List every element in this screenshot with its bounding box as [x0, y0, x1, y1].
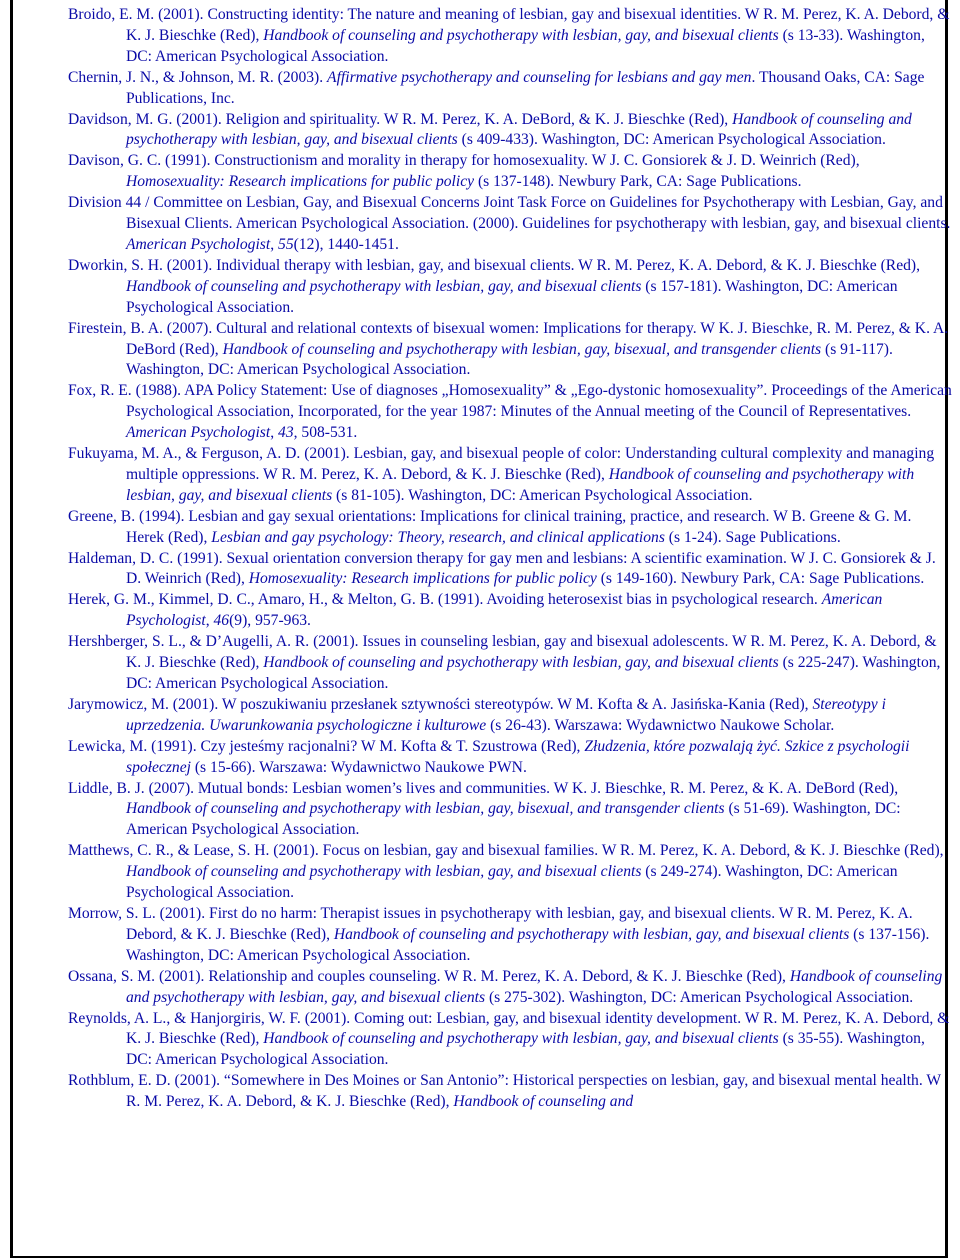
reference-entry: [68, 319, 952, 382]
reference-italic-text: Handbook of counseling and psychotherapy with lesbian, gay, and bisexual clients: [333, 925, 850, 943]
reference-text: Firestein, B. A. (2007). Cultural and relational contexts of bisexual women: Implications for therapy. W K. J. Bieschke, R. M. Perez, & K. A. DeBord (Red),: [68, 319, 949, 358]
reference-italic-text: Lesbian and gay psychology: Theory, research, and clinical applications: [211, 528, 665, 546]
reference-italic-text: Homosexuality: Research implications for public policy: [126, 173, 475, 191]
reference-text: (s 51-69). Washington, DC: American Psychological Association.: [126, 800, 901, 839]
reference-entry: [68, 193, 952, 256]
reference-entry: [68, 381, 952, 444]
reference-entry: [68, 444, 952, 507]
reference-text: ,: [205, 612, 214, 630]
reference-entry: [68, 1009, 952, 1072]
reference-text: (s 137-156). Washington, DC: American Psychological Association.: [126, 925, 930, 964]
reference-italic-text: American Psychologist: [126, 591, 883, 630]
reference-italic-text: Handbook of counseling and psychotherapy with lesbian, gay, and bisexual clients: [263, 26, 779, 44]
reference-text: (s 1-24). Sage Publications.: [664, 528, 841, 546]
reference-text: Lewicka, M. (1991). Czy jesteśmy racjonalni? W M. Kofta & T. Szustrowa (Red),: [68, 737, 585, 755]
reference-italic-text: Affirmative psychotherapy and counseling for lesbians and gay men: [327, 68, 752, 86]
reference-italic-text: Handbook of counseling and psychotherapy with lesbian, gay, and bisexual clients: [126, 465, 915, 504]
reference-italic-text: 55: [278, 235, 294, 253]
reference-italic-text: Handbook of counseling and psychotherapy with lesbian, gay, and bisexual clients: [126, 863, 642, 881]
reference-entry: [68, 695, 952, 737]
reference-text: Rothblum, E. D. (2001). “Somewhere in Des Moines or San Antonio”: Historical perspecties on lesbian, gay, and bisexual mental health. W R. M. Perez, K. A. Debord, & K. J. Bieschke (Red),: [68, 1072, 941, 1111]
reference-text: Hershberger, S. L., & D’Augelli, A. R. (2001). Issues in counseling lesbian, gay and bisexual adolescents. W R. M. Perez, K. A. Debord, & K. J. Bieschke (Red),: [68, 633, 937, 672]
reference-text: Herek, G. M., Kimmel, D. C., Amaro, H., & Melton, G. B. (1991). Avoiding heterosexist bias in psychological research.: [68, 591, 822, 609]
reference-text: (s 35-55). Washington, DC: American Psychological Association.: [126, 1030, 925, 1069]
reference-entry: [68, 1071, 952, 1113]
reference-text: Division 44 / Committee on Lesbian, Gay, and Bisexual Concerns Joint Task Force on Guidelines for Psychotherapy with Lesbian, Gay, and Bisexual Clients. American Psychological Association. (2000). Guidelines for psychotherapy with lesbian, gay, and bisexual clients.: [68, 194, 951, 233]
reference-text: Broido, E. M. (2001). Constructing identity: The nature and meaning of lesbian, gay and bisexual identities. W R. M. Perez, K. A. Debord, & K. J. Bieschke (Red),: [68, 6, 950, 44]
reference-text: Fukuyama, M. A., & Ferguson, A. D. (2001). Lesbian, gay, and bisexual people of color: Understanding cultural complexity and managing multiple oppressions. W R. M. Perez, K. A. Debord, & K. J. Bieschke (Red),: [68, 445, 935, 483]
reference-text: (s 275-302). Washington, DC: American Psychological Association.: [485, 988, 914, 1006]
reference-italic-text: American Psychologist: [126, 235, 271, 253]
reference-italic-text: Stereotypy i uprzedzenia. Uwarunkowania psychologiczne i kulturowe: [126, 695, 886, 734]
reference-entry: [68, 68, 952, 110]
reference-entry: [68, 590, 952, 632]
reference-text: (s 91-117). Washington, DC: American Psychological Association.: [126, 340, 893, 379]
reference-text: Reynolds, A. L., & Hanjorgiris, W. F. (2001). Coming out: Lesbian, gay, and bisexual identity development. W R. M. Perez, K. A. Debord, & K. J. Bieschke (Red),: [68, 1009, 950, 1048]
reference-italic-text: 46: [213, 612, 230, 630]
reference-text: Chernin, J. N., & Johnson, M. R. (2003).: [68, 68, 328, 86]
reference-entry: [68, 151, 952, 193]
reference-italic-text: Handbook of counseling and psychotherapy with lesbian, gay, and bisexual clients: [263, 1030, 779, 1048]
reference-text: , 508-531.: [293, 424, 358, 442]
reference-italic-text: American Psychologist: [126, 424, 271, 442]
reference-entry: [68, 779, 952, 842]
reference-entry: [68, 549, 952, 591]
reference-entry: [68, 841, 952, 904]
reference-entry: [68, 967, 952, 1009]
reference-text: (s 149-160). Newbury Park, CA: Sage Publications.: [596, 570, 925, 588]
reference-entry: [68, 256, 952, 319]
reference-entry: [68, 5, 952, 68]
reference-list: [68, 5, 952, 1113]
reference-text: . Thousand Oaks, CA: Sage Publications, Inc.: [126, 68, 925, 107]
reference-italic-text: Handbook of counseling and psychotherapy with lesbian, gay, and bisexual clients: [126, 967, 943, 1006]
reference-entry: [68, 904, 952, 967]
reference-italic-text: Handbook of counseling and psychotherapy with lesbian, gay, and bisexual clients: [126, 277, 642, 295]
reference-italic-text: Złudzenia, które pozwalają żyć. Szkice z psychologii społecznej: [126, 737, 910, 776]
reference-text: Morrow, S. L. (2001). First do no harm: Therapist issues in psychotherapy with lesbian, gay, and bisexual clients. W R. M. Perez, K. A. Debord, & K. J. Bieschke (Red),: [68, 904, 913, 943]
reference-text: Davison, G. C. (1991). Constructionism and morality in therapy for homosexuality. W J. C. Gonsiorek & J. D. Weinrich (Red),: [68, 152, 860, 170]
reference-text: (s 26-43). Warszawa: Wydawnictwo Naukowe Scholar.: [486, 716, 835, 734]
reference-text: ,: [270, 424, 279, 442]
reference-italic-text: 43: [278, 424, 294, 442]
reference-text: Davidson, M. G. (2001). Religion and spirituality. W R. M. Perez, K. A. DeBord, & K. J. Bieschke (Red),: [68, 110, 733, 128]
reference-entry: [68, 632, 952, 695]
reference-text: ,: [270, 235, 279, 253]
reference-text: (s 15-66). Warszawa: Wydawnictwo Naukowe PWN.: [190, 758, 527, 776]
reference-italic-text: Handbook of counseling and psychotherapy with lesbian, gay, bisexual, and transgender clients: [222, 340, 822, 358]
reference-italic-text: Handbook of counseling and psychotherapy with lesbian, gay, and bisexual clients: [126, 110, 912, 149]
reference-text: (s 137-148). Newbury Park, CA: Sage Publications.: [474, 173, 802, 191]
reference-text: (s 409-433). Washington, DC: American Psychological Association.: [457, 131, 886, 149]
reference-text: Haldeman, D. C. (1991). Sexual orientation conversion therapy for gay men and lesbians: A scientific examination. W J. C. Gonsiorek & J. D. Weinrich (Red),: [68, 549, 936, 588]
reference-italic-text: Homosexuality: Research implications for public policy: [248, 570, 597, 588]
reference-italic-text: Handbook of counseling and: [453, 1093, 634, 1111]
reference-entry: [68, 507, 952, 549]
reference-text: Jarymowicz, M. (2001). W poszukiwaniu przesłanek sztywności stereotypów. W M. Kofta & A. Jasińska-Kania (Red),: [68, 695, 813, 713]
reference-entry: [68, 737, 952, 779]
reference-text: (s 13-33). Washington, DC: American Psychological Association.: [126, 26, 925, 65]
reference-entry: [68, 110, 952, 152]
reference-text: (12), 1440-1451.: [293, 235, 399, 253]
reference-text: (s 81-105). Washington, DC: American Psychological Association.: [332, 486, 753, 504]
reference-text: (9), 957-963.: [229, 612, 311, 630]
reference-text: Ossana, S. M. (2001). Relationship and couples counseling. W R. M. Perez, K. A. Debord, & K. J. Bieschke (Red),: [68, 967, 790, 985]
reference-text: Dworkin, S. H. (2001). Individual therapy with lesbian, gay, and bisexual clients. W R. M. Perez, K. A. Debord, & K. J. Bieschke (Red),: [68, 256, 921, 274]
reference-text: Greene, B. (1994). Lesbian and gay sexual orientations: Implications for clinical training, practice, and research. W B. Greene & G. M. Herek (Red),: [68, 507, 912, 546]
reference-italic-text: Handbook of counseling and psychotherapy with lesbian, gay, bisexual, and transgender clients: [126, 800, 725, 818]
reference-text: (s 157-181). Washington, DC: American Psychological Association.: [126, 277, 898, 316]
reference-text: Matthews, C. R., & Lease, S. H. (2001). Focus on lesbian, gay and bisexual families. W R. M. Perez, K. A. Debord, & K. J. Bieschke (Red),: [68, 842, 944, 860]
reference-text: Fox, R. E. (1988). APA Policy Statement: Use of diagnoses „Homosexuality” & „Ego-dystonic homosexuality”. Proceedings of the American Psychological Association, Incorporated, for the year 1987: Minutes of the Annual meeting of the Council of Representatives.: [68, 382, 952, 421]
reference-italic-text: Handbook of counseling and psychotherapy with lesbian, gay, and bisexual clients: [263, 654, 779, 672]
reference-text: (s 249-274). Washington, DC: American Psychological Association.: [126, 863, 898, 902]
reference-text: (s 225-247). Washington, DC: American Psychological Association.: [126, 654, 941, 692]
reference-text: Liddle, B. J. (2007). Mutual bonds: Lesbian women’s lives and communities. W K. J. Bieschke, R. M. Perez, & K. A. DeBord (Red),: [68, 779, 899, 797]
